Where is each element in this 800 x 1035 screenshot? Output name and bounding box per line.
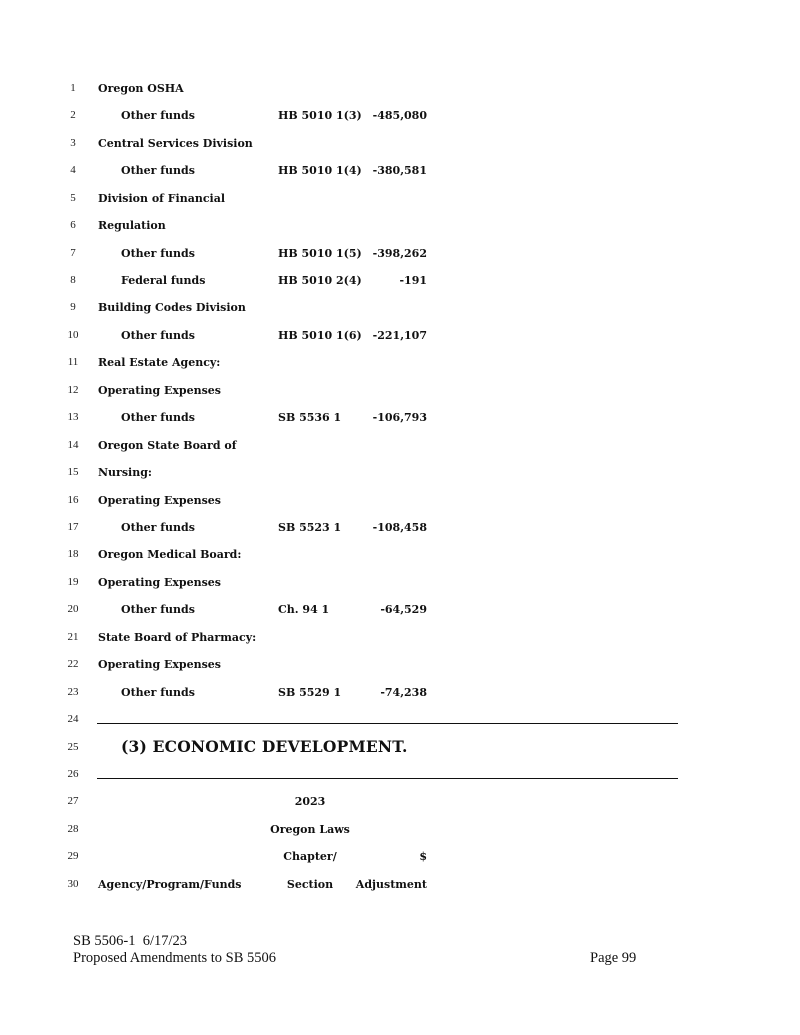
chapter-section: HB 5010 1(5)	[278, 247, 362, 260]
line-15	[0, 463, 800, 483]
line-16	[0, 491, 800, 511]
adjustment-amount: -106,793	[372, 411, 427, 424]
line-5	[0, 189, 800, 209]
footer-date: 6/17/23	[142, 933, 188, 949]
agency-label: Regulation	[98, 219, 166, 232]
horizontal-rule	[97, 778, 678, 779]
line-10	[0, 326, 800, 346]
line-3	[0, 134, 800, 154]
footer-bill-info	[73, 933, 187, 950]
line-26	[0, 765, 800, 785]
column-header: Adjustment	[355, 878, 427, 891]
agency-label: State Board of Pharmacy:	[98, 631, 257, 644]
program-label: Operating Expenses	[98, 494, 221, 507]
footer-bill-id: SB 5506-1	[73, 933, 136, 949]
chapter-section: HB 5010 2(4)	[278, 274, 362, 287]
line-number: 5	[70, 192, 76, 204]
line-20	[0, 600, 800, 620]
line-number: 25	[67, 741, 79, 753]
chapter-section: HB 5010 1(6)	[278, 329, 362, 342]
fund-label: Other funds	[121, 411, 195, 424]
fund-label: Other funds	[121, 603, 195, 616]
column-header: $	[419, 850, 427, 863]
line-14	[0, 436, 800, 456]
line-number: 14	[67, 439, 79, 451]
fund-label: Other funds	[121, 521, 195, 534]
chapter-section: SB 5523 1	[278, 521, 342, 534]
line-number: 16	[67, 494, 79, 506]
line-number: 19	[67, 576, 79, 588]
line-number: 3	[70, 137, 76, 149]
adjustment-amount: -64,529	[380, 603, 427, 616]
column-header: Chapter/	[283, 850, 337, 863]
line-13	[0, 408, 800, 428]
chapter-section: HB 5010 1(3)	[278, 109, 362, 122]
program-label: Operating Expenses	[98, 658, 221, 671]
fund-label: Other funds	[121, 109, 195, 122]
line-number: 21	[67, 631, 79, 643]
line-number: 23	[67, 686, 79, 698]
adjustment-amount: -108,458	[372, 521, 427, 534]
line-number: 24	[67, 713, 79, 725]
adjustment-amount: -191	[399, 274, 427, 287]
line-22	[0, 655, 800, 675]
line-7	[0, 244, 800, 264]
agency-label: Building Codes Division	[98, 301, 246, 314]
line-1	[0, 79, 800, 99]
line-28	[0, 820, 800, 840]
fund-label: Federal funds	[121, 274, 206, 287]
chapter-section: HB 5010 1(4)	[278, 164, 362, 177]
line-9	[0, 298, 800, 318]
line-number: 20	[67, 603, 79, 615]
column-header: Section	[286, 878, 334, 891]
footer-page-number: Page 99	[590, 950, 637, 966]
line-number: 10	[67, 329, 79, 341]
section-heading: (3) ECONOMIC DEVELOPMENT.	[121, 737, 408, 756]
column-header: Oregon Laws	[270, 823, 350, 836]
line-30	[0, 875, 800, 895]
line-number: 13	[67, 411, 79, 423]
adjustment-amount: -380,581	[372, 164, 427, 177]
horizontal-rule	[97, 723, 678, 724]
agency-label: Central Services Division	[98, 137, 253, 150]
fund-label: Other funds	[121, 686, 195, 699]
line-27	[0, 792, 800, 812]
line-number: 7	[70, 247, 76, 259]
line-21	[0, 628, 800, 648]
line-number: 26	[67, 768, 79, 780]
line-number: 11	[67, 356, 79, 368]
agency-label: Oregon State Board of	[98, 439, 237, 452]
line-number: 6	[70, 219, 76, 231]
line-number: 4	[70, 164, 76, 176]
program-label: Operating Expenses	[98, 576, 221, 589]
line-number: 27	[67, 795, 79, 807]
fund-label: Other funds	[121, 329, 195, 342]
agency-label: Real Estate Agency:	[98, 356, 221, 369]
line-number: 29	[67, 850, 79, 862]
line-number: 2	[70, 109, 76, 121]
fund-label: Other funds	[121, 247, 195, 260]
fund-label: Other funds	[121, 164, 195, 177]
line-number: 22	[67, 658, 79, 670]
column-header: 2023	[294, 795, 326, 808]
program-label: Operating Expenses	[98, 384, 221, 397]
line-23	[0, 683, 800, 703]
line-11	[0, 353, 800, 373]
chapter-section: SB 5529 1	[278, 686, 342, 699]
line-number: 28	[67, 823, 79, 835]
adjustment-amount: -398,262	[372, 247, 427, 260]
chapter-section: SB 5536 1	[278, 411, 342, 424]
column-header: Agency/Program/Funds	[98, 878, 242, 891]
line-number: 17	[67, 521, 79, 533]
line-number: 12	[67, 384, 79, 396]
line-4	[0, 161, 800, 181]
line-number: 18	[67, 548, 79, 560]
line-18	[0, 545, 800, 565]
line-number: 30	[67, 878, 79, 890]
line-8	[0, 271, 800, 291]
line-24	[0, 710, 800, 730]
footer-description: Proposed Amendments to SB 5506	[73, 950, 277, 966]
line-number: 1	[70, 82, 76, 94]
line-number: 8	[70, 274, 76, 286]
line-12	[0, 381, 800, 401]
chapter-section: Ch. 94 1	[278, 603, 330, 616]
agency-label: Oregon OSHA	[98, 82, 184, 95]
line-17	[0, 518, 800, 538]
line-19	[0, 573, 800, 593]
agency-label: Division of Financial	[98, 192, 226, 205]
line-25	[0, 738, 800, 758]
line-number: 15	[67, 466, 79, 478]
line-number: 9	[70, 301, 76, 313]
line-29	[0, 847, 800, 867]
adjustment-amount: -485,080	[372, 109, 427, 122]
adjustment-amount: -74,238	[380, 686, 427, 699]
adjustment-amount: -221,107	[372, 329, 427, 342]
agency-label: Oregon Medical Board:	[98, 548, 242, 561]
line-2	[0, 106, 800, 126]
agency-label: Nursing:	[98, 466, 152, 479]
line-6	[0, 216, 800, 236]
